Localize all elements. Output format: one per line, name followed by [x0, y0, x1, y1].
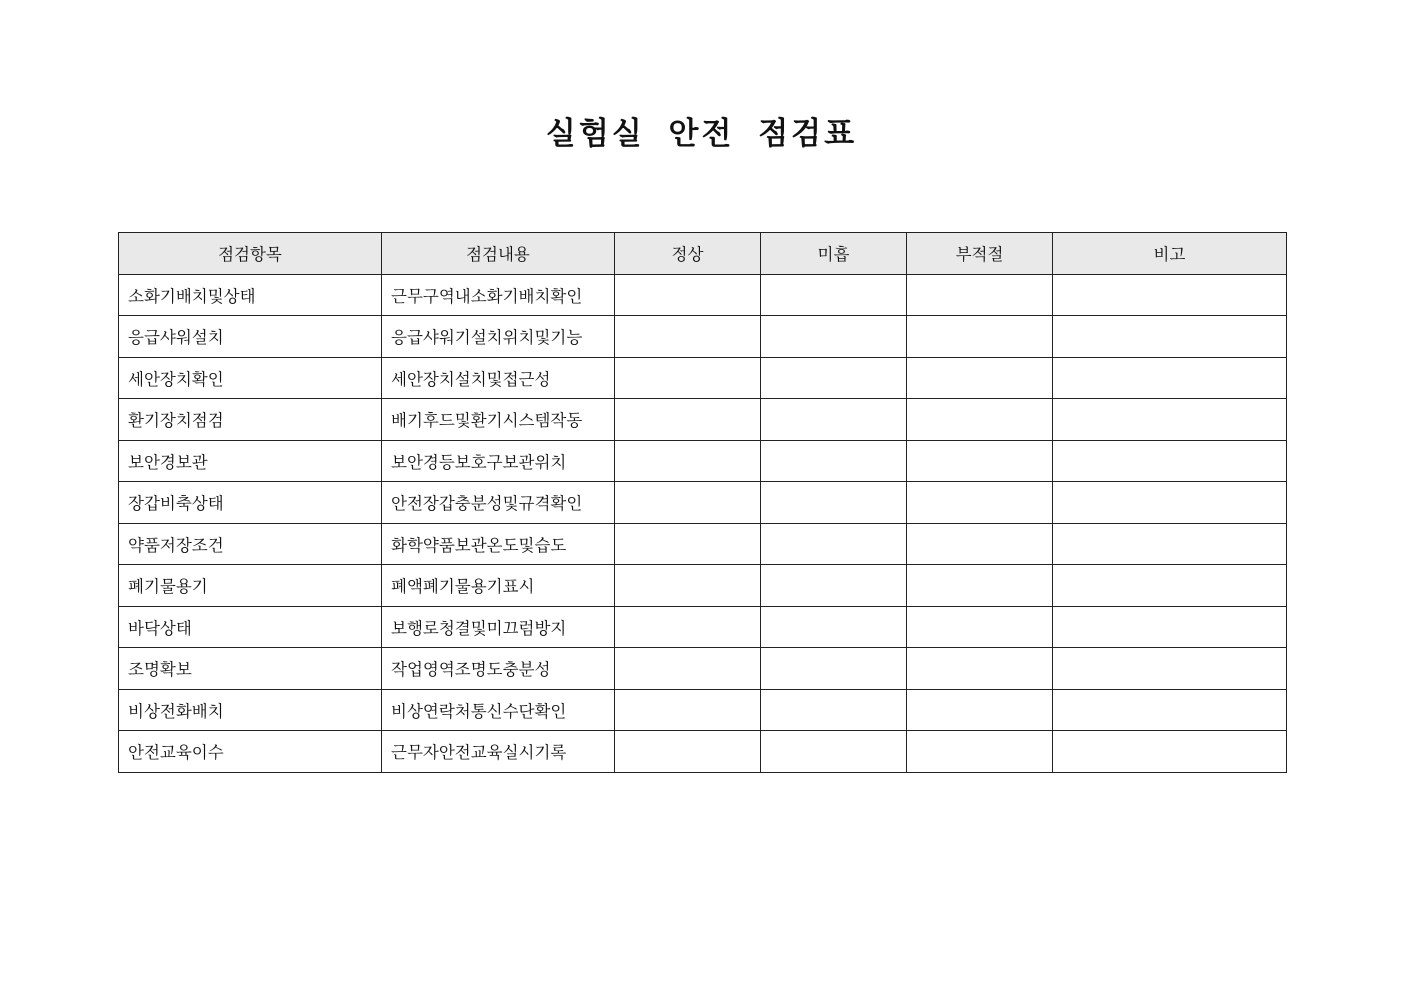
cell-insufficient — [761, 523, 907, 565]
cell-inspection-item: 조명확보 — [119, 648, 382, 690]
header-inspection-content: 점검내용 — [382, 233, 615, 275]
cell-normal — [615, 399, 761, 441]
cell-inspection-item: 비상전화배치 — [119, 689, 382, 731]
cell-insufficient — [761, 648, 907, 690]
cell-normal — [615, 606, 761, 648]
cell-normal — [615, 565, 761, 607]
cell-inspection-content: 근무자안전교육실시기록 — [382, 731, 615, 773]
cell-remarks — [1053, 565, 1287, 607]
cell-inspection-item: 바닥상태 — [119, 606, 382, 648]
cell-inspection-content: 응급샤워기설치위치및기능 — [382, 316, 615, 358]
cell-normal — [615, 523, 761, 565]
cell-insufficient — [761, 399, 907, 441]
cell-inspection-content: 배기후드및환기시스템작동 — [382, 399, 615, 441]
table-row — [119, 274, 1287, 316]
cell-inadequate — [907, 648, 1053, 690]
cell-inspection-content: 폐액폐기물용기표시 — [382, 565, 615, 607]
page-title: 실험실 안전 점검표 — [545, 116, 858, 152]
table-row — [119, 565, 1287, 607]
cell-inadequate — [907, 689, 1053, 731]
cell-normal — [615, 648, 761, 690]
cell-normal — [615, 440, 761, 482]
table-row — [119, 440, 1287, 482]
cell-remarks — [1053, 523, 1287, 565]
header-insufficient: 미흡 — [761, 233, 907, 275]
cell-inspection-item: 보안경보관 — [119, 440, 382, 482]
cell-inspection-item: 장갑비축상태 — [119, 482, 382, 524]
cell-insufficient — [761, 274, 907, 316]
cell-inspection-content: 비상연락처통신수단확인 — [382, 689, 615, 731]
cell-inadequate — [907, 440, 1053, 482]
cell-remarks — [1053, 274, 1287, 316]
cell-remarks — [1053, 731, 1287, 773]
cell-inspection-item: 세안장치확인 — [119, 357, 382, 399]
table-row — [119, 357, 1287, 399]
header-normal: 정상 — [615, 233, 761, 275]
table-row — [119, 648, 1287, 690]
cell-inspection-content: 보안경등보호구보관위치 — [382, 440, 615, 482]
cell-insufficient — [761, 316, 907, 358]
cell-insufficient — [761, 565, 907, 607]
cell-inspection-content: 작업영역조명도충분성 — [382, 648, 615, 690]
cell-insufficient — [761, 689, 907, 731]
table-header-row — [119, 233, 1287, 275]
cell-inspection-item: 안전교육이수 — [119, 731, 382, 773]
cell-remarks — [1053, 399, 1287, 441]
cell-normal — [615, 689, 761, 731]
cell-inspection-item: 응급샤워설치 — [119, 316, 382, 358]
cell-normal — [615, 731, 761, 773]
cell-normal — [615, 274, 761, 316]
cell-inspection-content: 보행로청결및미끄럼방지 — [382, 606, 615, 648]
cell-inspection-content: 세안장치설치및접근성 — [382, 357, 615, 399]
cell-normal — [615, 357, 761, 399]
table-row — [119, 482, 1287, 524]
cell-inadequate — [907, 316, 1053, 358]
cell-normal — [615, 316, 761, 358]
table-row — [119, 523, 1287, 565]
cell-inspection-item: 폐기물용기 — [119, 565, 382, 607]
header-inspection-item: 점검항목 — [119, 233, 382, 275]
cell-inspection-content: 근무구역내소화기배치확인 — [382, 274, 615, 316]
cell-remarks — [1053, 357, 1287, 399]
cell-insufficient — [761, 440, 907, 482]
cell-normal — [615, 482, 761, 524]
table-row — [119, 399, 1287, 441]
cell-inadequate — [907, 482, 1053, 524]
cell-inadequate — [907, 357, 1053, 399]
cell-remarks — [1053, 482, 1287, 524]
cell-inadequate — [907, 274, 1053, 316]
table-body — [119, 274, 1287, 772]
cell-inspection-content: 화학약품보관온도및습도 — [382, 523, 615, 565]
cell-inadequate — [907, 606, 1053, 648]
cell-remarks — [1053, 648, 1287, 690]
table-row — [119, 731, 1287, 773]
cell-inspection-item: 약품저장조건 — [119, 523, 382, 565]
cell-insufficient — [761, 606, 907, 648]
cell-remarks — [1053, 316, 1287, 358]
table-row — [119, 689, 1287, 731]
cell-insufficient — [761, 482, 907, 524]
cell-remarks — [1053, 689, 1287, 731]
table-row — [119, 316, 1287, 358]
cell-remarks — [1053, 606, 1287, 648]
cell-inadequate — [907, 565, 1053, 607]
cell-inadequate — [907, 523, 1053, 565]
cell-inadequate — [907, 399, 1053, 441]
cell-inadequate — [907, 731, 1053, 773]
cell-insufficient — [761, 731, 907, 773]
cell-inspection-item: 환기장치점검 — [119, 399, 382, 441]
inspection-table — [118, 232, 1287, 773]
header-remarks: 비고 — [1053, 233, 1287, 275]
table-row — [119, 606, 1287, 648]
cell-inspection-item: 소화기배치및상태 — [119, 274, 382, 316]
cell-remarks — [1053, 440, 1287, 482]
header-inadequate: 부적절 — [907, 233, 1053, 275]
cell-inspection-content: 안전장갑충분성및규격확인 — [382, 482, 615, 524]
cell-insufficient — [761, 357, 907, 399]
